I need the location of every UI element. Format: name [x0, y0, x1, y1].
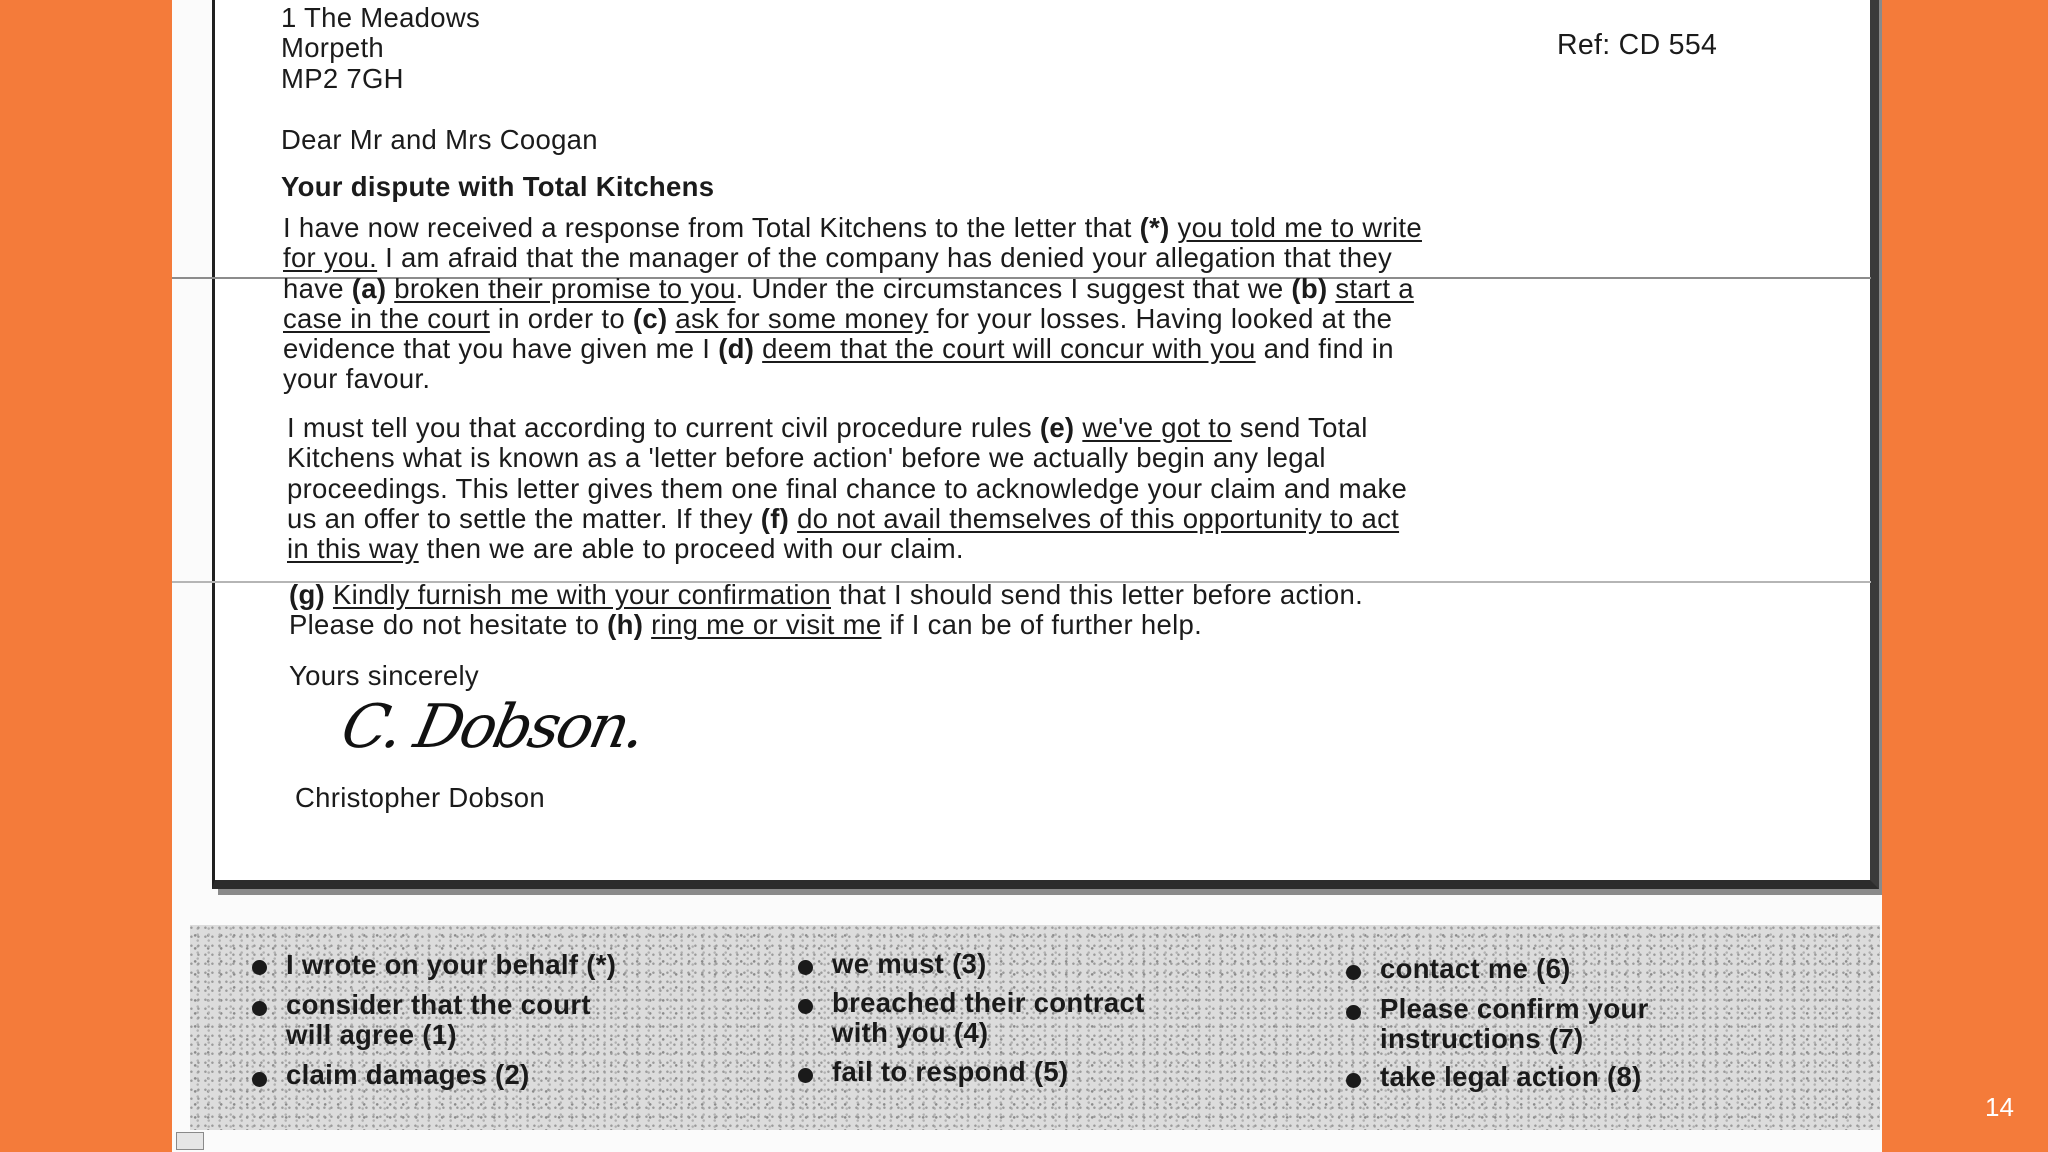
- text: if I can be of further help.: [881, 609, 1203, 641]
- option-1: [286, 950, 616, 980]
- phrase-d: deem that the court will concur with you: [762, 333, 1256, 365]
- bullet-icon: [252, 960, 267, 975]
- marker-d: (d): [718, 333, 755, 365]
- text: send Total: [1231, 412, 1368, 443]
- phrase-b-cont: case in the court: [283, 302, 490, 334]
- option-text: claim damages (2): [286, 1059, 530, 1090]
- bullet-icon: [798, 999, 813, 1014]
- options-box: [190, 925, 1880, 1130]
- option-text: fail to respond (5): [832, 1056, 1069, 1087]
- phrase-a: broken their promise to you: [394, 272, 736, 304]
- closing: Yours sincerely: [289, 660, 479, 691]
- text: I must tell you that according to current civil procedure rules: [287, 412, 1040, 443]
- phrase-e: we've got to: [1082, 412, 1232, 443]
- option-3: [286, 1060, 530, 1090]
- marker-e: (e): [1039, 412, 1075, 443]
- handwritten-signature: C. Dobson.: [335, 692, 650, 762]
- phrase-h: ring me or visit me: [651, 609, 882, 641]
- text: I have now received a response from Total Kitchens to the letter that: [283, 212, 1140, 243]
- subject-heading: Your dispute with Total Kitchens: [281, 171, 715, 202]
- p3-line-1: [289, 580, 1363, 610]
- marker-f: (f): [760, 502, 790, 534]
- marker-a: (a): [351, 272, 387, 304]
- paragraph-3: [289, 580, 1363, 641]
- option-text: contact me (6): [1380, 953, 1571, 984]
- bullet-icon: [252, 1001, 267, 1016]
- bullet-icon: [1346, 965, 1361, 980]
- option-text-cont: instructions (7): [1380, 1022, 1584, 1054]
- option-text-cont: will agree (1): [286, 1018, 457, 1050]
- option-text: I wrote on your behalf (*): [286, 949, 617, 980]
- text: for your losses. Having looked at the: [928, 302, 1393, 334]
- p2-line-3: proceedings. This letter gives them one final chance to acknowledge your claim and make: [287, 472, 1408, 504]
- bullet-icon: [1346, 1073, 1361, 1088]
- marker-star: (*): [1139, 212, 1170, 243]
- marker-h: (h): [607, 609, 644, 641]
- marker-g: (g): [289, 579, 326, 610]
- text: then we are able to proceed with our claim.: [418, 533, 964, 565]
- address-line-1: 1 The Meadows: [281, 2, 481, 33]
- option-4: [832, 949, 987, 979]
- text: I am afraid that the manager of the company has denied your allegation that they: [377, 242, 1393, 274]
- phrase-star: you told me to write: [1177, 212, 1422, 243]
- option-text: Please confirm your: [1380, 993, 1649, 1024]
- scanned-document: [172, 0, 1882, 1152]
- marker-b: (b): [1291, 272, 1328, 304]
- text: . Under the circumstances I suggest that we: [735, 272, 1292, 304]
- paragraph-2: [287, 413, 1407, 564]
- signatory-name: Christopher Dobson: [295, 782, 545, 813]
- option-text: take legal action (8): [1380, 1061, 1642, 1092]
- text: that I should send this letter before action.: [831, 579, 1364, 610]
- sender-address: [281, 3, 480, 94]
- salutation: Dear Mr and Mrs Coogan: [281, 124, 598, 155]
- bullet-icon: [798, 960, 813, 975]
- address-line-2: Morpeth: [281, 32, 384, 64]
- address-line-3: MP2 7GH: [281, 62, 404, 94]
- p1-line-6: your favour.: [283, 363, 431, 395]
- p1-line-1: [283, 213, 1422, 243]
- option-6: [832, 1057, 1068, 1087]
- text: have: [283, 272, 352, 304]
- phrase-star-cont: for you.: [283, 242, 378, 274]
- p1-line-5: [283, 334, 1422, 364]
- bullet-icon: [798, 1068, 813, 1083]
- option-9: [1380, 1062, 1642, 1092]
- option-text: consider that the court: [286, 989, 591, 1020]
- p2-line-4: [287, 504, 1407, 534]
- p1-line-3: [283, 274, 1422, 304]
- image-placeholder-icon: [176, 1132, 204, 1150]
- p1-line-2: [283, 243, 1422, 273]
- option-2: [286, 990, 591, 1049]
- bullet-icon: [1346, 1005, 1361, 1020]
- p2-line-2: Kitchens what is known as a 'letter before action' before we actually begin any legal: [287, 442, 1326, 474]
- p1-line-4: [283, 304, 1422, 334]
- phrase-f: do not avail themselves of this opportunity to act: [797, 502, 1400, 534]
- page-number: 14: [1985, 1092, 2014, 1122]
- text: in order to: [489, 302, 633, 334]
- option-7: [1380, 954, 1571, 984]
- p2-line-5: [287, 534, 1407, 564]
- text: and find in: [1255, 333, 1394, 365]
- option-text: we must (3): [832, 948, 987, 979]
- letter-page: [212, 0, 1879, 889]
- paragraph-1: [283, 213, 1422, 395]
- reference: Ref: CD 554: [1557, 29, 1718, 61]
- phrase-b: start a: [1335, 272, 1414, 304]
- p3-line-2: [289, 610, 1363, 640]
- text: evidence that you have given me I: [283, 333, 719, 365]
- p2-line-1: [287, 413, 1407, 443]
- option-text: breached their contract: [832, 987, 1145, 1018]
- marker-c: (c): [632, 302, 668, 334]
- phrase-c: ask for some money: [675, 302, 929, 334]
- option-text-cont: with you (4): [832, 1016, 989, 1048]
- text: us an offer to settle the matter. If they: [287, 502, 761, 534]
- phrase-g: Kindly furnish me with your confirmation: [332, 579, 831, 610]
- phrase-f-cont: in this way: [287, 533, 419, 565]
- bullet-icon: [252, 1072, 267, 1087]
- option-5: [832, 988, 1145, 1047]
- option-8: [1380, 994, 1649, 1053]
- text: Please do not hesitate to: [289, 609, 608, 641]
